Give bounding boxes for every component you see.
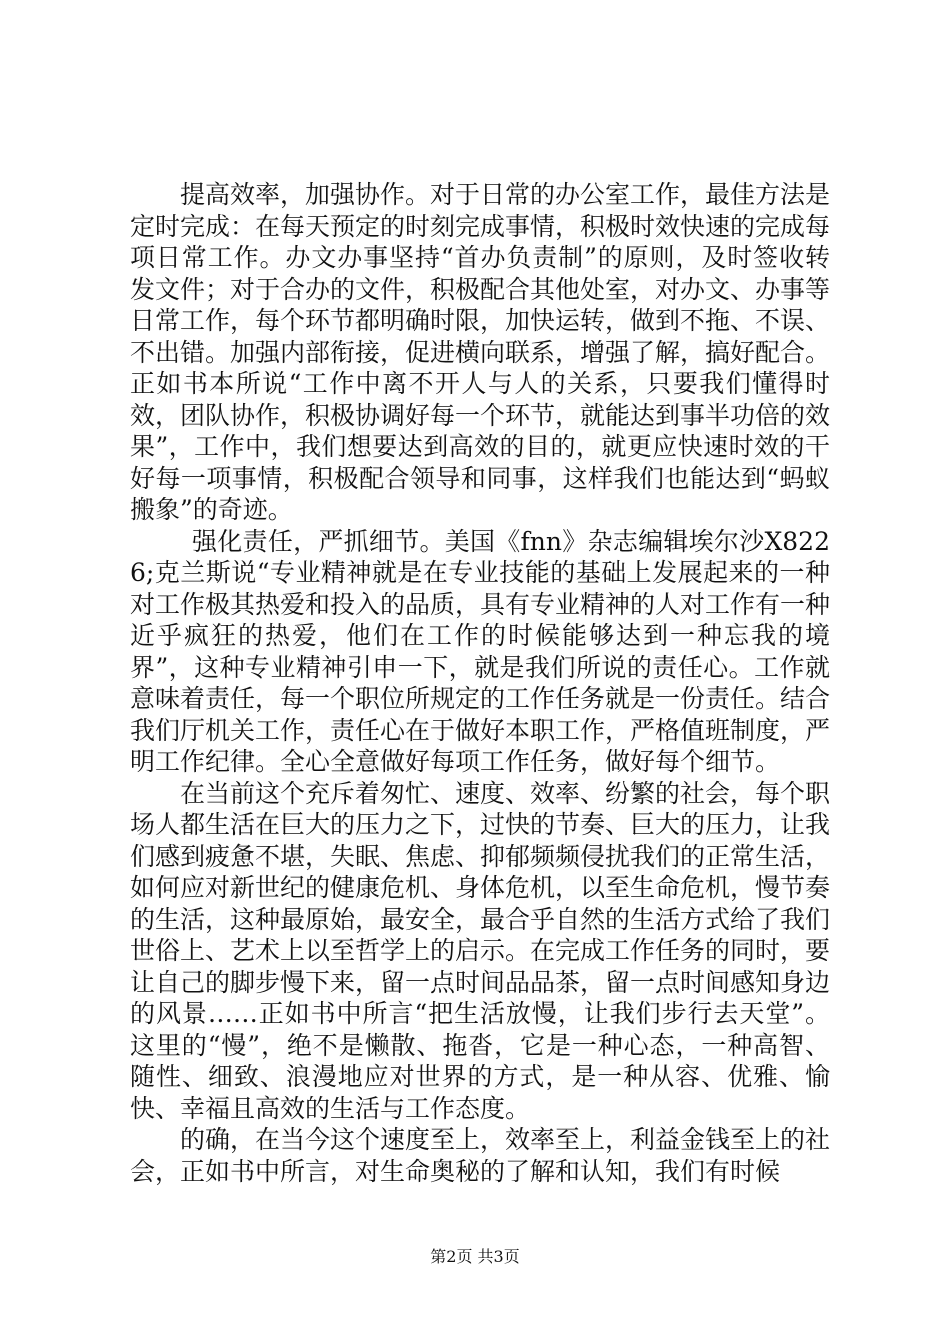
paragraph-conclusion: 的确，在当今这个速度至上，效率至上，利益金钱至上的社会，正如书中所言，对生命奥秘的了解和认知，我们有时候 — [130, 1125, 831, 1186]
document-body — [130, 179, 830, 1187]
paragraph-slow-living: 在当前这个充斥着匆忙、速度、效率、纷繁的社会，每个职场人都生活在巨大的压力之下，过快的节奏、巨大的压力，让我们感到疲惫不堪，失眠、焦虑、抑郁频频侵扰我们的正常生活，如何应对新世纪的健康危机、身体危机，以至生命危机，慢节奏的生活，这种最原始，最安全，最合乎自然的生活方式给了我们世俗上、艺术上以至哲学上的启示。在完成工作任务的同时，要让自己的脚步慢下来，留一点时间品品茶，留一点时间感知身边的风景……正如书中所言“把生活放慢，让我们步行去天堂”。这里的“慢”，绝不是懒散、拖沓，它是一种心态，一种高智、随性、细致、浪漫地应对世界的方式，是一种从容、优雅、愉快、幸福且高效的生活与工作态度。 — [130, 778, 831, 1123]
paragraph-efficiency: 提高效率，加强协作。对于日常的办公室工作，最佳方法是定时完成：在每天预定的时刻完成事情，积极时效快速的完成每项日常工作。办文办事坚持“首办负责制”的原则，及时签收转发文件；对于合办的文件，积极配合其他处室，对办文、办事等日常工作，每个环节都明确时限，加快运转，做到不拖、不误、不出错。加强内部衔接，促进横向联系，增强了解，搞好配合。正如书本所说“工作中离不开人与人的关系，只要我们懂得时效，团队协作，积极协调好每一个环节，就能达到事半功倍的效果”，工作中，我们想要达到高效的目的，就更应快速时效的干好每一项事情，积极配合领导和同事，这样我们也能达到“蚂蚁搬象”的奇迹。 — [130, 180, 831, 524]
paragraph-responsibility: 强化责任，严抓细节。美国《fnn》杂志编辑埃尔沙X8226;克兰斯说“专业精神就是在专业技能的基础上发展起来的一种对工作极其热爱和投入的品质，具有专业精神的人对工作有一种近乎疯狂的热爱，他们在工作的时候能够达到一种忘我的境界”，这种专业精神引申一下，就是我们所说的责任心。工作就意味着责任，每一个职位所规定的工作任务就是一份责任。结合我们厅机关工作，责任心在于做好本职工作，严格值班制度，严明工作纪律。全心全意做好每项工作任务，做好每个细节。 — [130, 526, 831, 776]
page-footer: 第2页 共3页 — [430, 1247, 520, 1266]
